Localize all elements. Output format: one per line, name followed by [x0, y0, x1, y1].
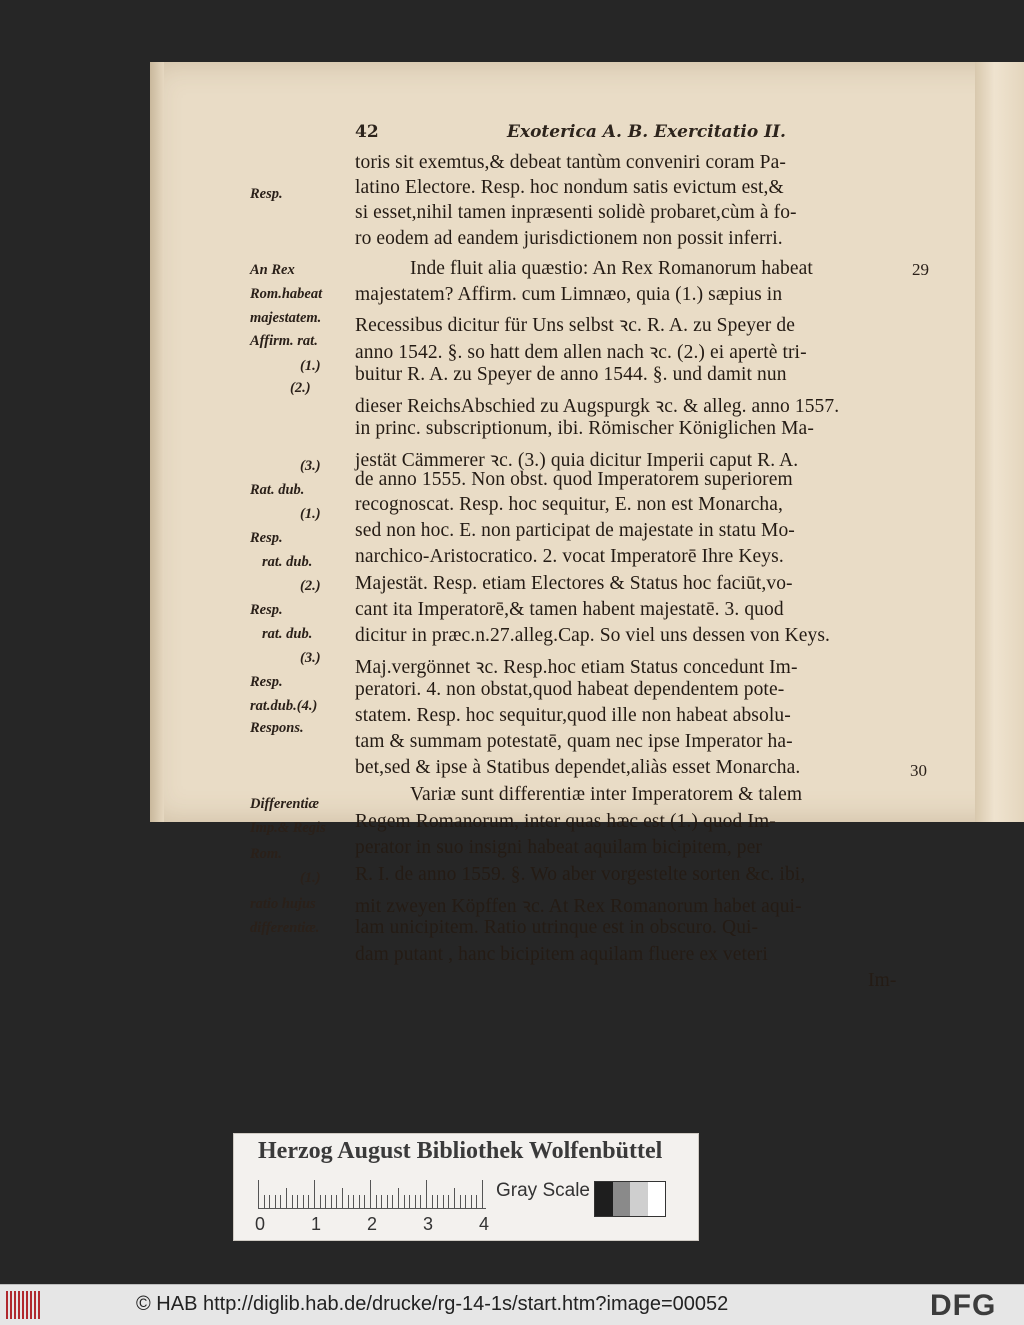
text-line: sed non hoc. E. non participat de majestate in statu Mo- [355, 520, 795, 541]
ruler-tick [303, 1195, 304, 1208]
copyright-url[interactable]: © HAB http://diglib.hab.de/drucke/rg-14-1s/start.htm?image=00052 [136, 1293, 729, 1315]
ruler-tick [420, 1195, 421, 1208]
margin-note: ratio hujus [250, 896, 316, 912]
ruler-tick [482, 1180, 483, 1208]
ruler-tick [308, 1195, 309, 1208]
ruler-tick [426, 1180, 427, 1208]
text-line: statem. Resp. hoc sequitur,quod ille non habeat absolu- [355, 705, 791, 726]
ruler-tick [409, 1195, 410, 1208]
text-line: de anno 1555. Non obst. quod Imperatorem superiorem [355, 469, 793, 490]
page-fold [975, 62, 1024, 822]
ruler-tick [454, 1188, 455, 1208]
ruler-digit: 3 [422, 1214, 433, 1234]
ruler-tick [325, 1195, 326, 1208]
margin-note: Rom.habeat [250, 286, 323, 302]
text-line: ro eodem ad eandem jurisdictionem non possit inferri. [355, 228, 783, 249]
text-line: latino Electore. Resp. hoc nondum satis evictum est,& [355, 177, 784, 198]
library-name: Herzog August Bibliothek Wolfenbüttel [258, 1138, 663, 1164]
ruler-tick [437, 1195, 438, 1208]
margin-note: Respons. [250, 720, 304, 736]
page-number: 42 [355, 122, 379, 142]
margin-note: (2.) [300, 578, 321, 594]
ruler-tick [264, 1195, 265, 1208]
text-line: jestät Cämmerer ꝛc. (3.) quia dicitur Imperii caput R. A. [355, 450, 799, 471]
barcode-icon [6, 1291, 40, 1319]
margin-note: (3.) [300, 458, 321, 474]
text-line: Regem Romanorum, inter quas hæc est (1.) quod Im- [355, 811, 776, 832]
ruler-tick [275, 1195, 276, 1208]
text-line: anno 1542. §. so hatt dem allen nach ꝛc. (2.) ei apertè tri- [355, 342, 807, 363]
text-line: lam unicipitem. Ratio utrinque est in obscuro. Qui- [355, 917, 759, 938]
margin-note: Rom. [250, 846, 282, 862]
margin-note: Imp.& Regis [250, 820, 326, 836]
ruler-tick [320, 1195, 321, 1208]
ruler-tick [471, 1195, 472, 1208]
margin-note: majestatem. [250, 310, 322, 326]
running-head-title: Exoterica A. B. Exercitatio II. [507, 122, 786, 142]
ruler-tick [415, 1195, 416, 1208]
text-line: bet,sed & ipse à Statibus dependet,aliàs esset Monarcha. [355, 757, 801, 778]
gray-swatch [613, 1182, 631, 1216]
line-number: 30 [910, 761, 927, 780]
text-line: dam putant , hanc bicipitem aquilam fluere ex veteri [355, 944, 768, 965]
ruler-tick [286, 1188, 287, 1208]
text-line: Inde fluit alia quæstio: An Rex Romanorum habeat [410, 258, 813, 279]
text-line: R. I. de anno 1559. §. Wo aber vorgestelte sorten &c. ibi, [355, 864, 806, 885]
catchword: Im- [868, 970, 897, 991]
margin-note: rat.dub.(4.) [250, 698, 318, 714]
ruler-tick [269, 1195, 270, 1208]
margin-note: Resp. [250, 674, 283, 690]
ruler-tick [381, 1195, 382, 1208]
margin-note: Resp. [250, 530, 283, 546]
margin-note: (3.) [300, 650, 321, 666]
text-line: buitur R. A. zu Speyer de anno 1544. §. und damit nun [355, 364, 787, 385]
ruler-tick [387, 1195, 388, 1208]
gray-scale-swatches [594, 1181, 666, 1217]
ruler-tick [359, 1195, 360, 1208]
ruler-tick [292, 1195, 293, 1208]
text-line: peratori. 4. non obstat,quod habeat dependentem pote- [355, 679, 785, 700]
margin-note: (1.) [300, 358, 321, 374]
ruler-tick [448, 1195, 449, 1208]
gray-scale-label: Gray Scale [496, 1180, 590, 1201]
margin-note: Resp. [250, 602, 283, 618]
ruler-tick [432, 1195, 433, 1208]
page-edge [150, 62, 164, 822]
text-line: Majestät. Resp. etiam Electores & Status hoc faciūt,vo- [355, 573, 793, 594]
ruler-tick [460, 1195, 461, 1208]
ruler-digit: 1 [310, 1214, 321, 1234]
line-number: 29 [912, 260, 929, 279]
ruler-tick [342, 1188, 343, 1208]
ruler-tick [443, 1195, 444, 1208]
margin-note: An Rex [250, 262, 295, 278]
ruler-tick [404, 1195, 405, 1208]
margin-note: (2.) [290, 380, 311, 396]
ruler-digit: 2 [366, 1214, 377, 1234]
text-line: Recessibus dicitur für Uns selbst ꝛc. R. A. zu Speyer de [355, 315, 795, 336]
ruler-tick [398, 1188, 399, 1208]
text-line: dicitur in præc.n.27.alleg.Cap. So viel uns dessen von Keys. [355, 625, 831, 646]
margin-note: rat. dub. [262, 554, 313, 570]
text-line: Maj.vergönnet ꝛc. Resp.hoc etiam Status concedunt Im- [355, 657, 798, 678]
dfg-logo: DFG [930, 1289, 997, 1322]
gray-swatch [630, 1182, 648, 1216]
ruler-tick [364, 1195, 365, 1208]
gray-swatch [595, 1182, 613, 1216]
margin-note: (1.) [300, 870, 321, 886]
text-line: in princ. subscriptionum, ibi. Römischer Königlichen Ma- [355, 418, 814, 439]
ruler-tick [465, 1195, 466, 1208]
ruler-tick [348, 1195, 349, 1208]
text-line: dieser ReichsAbschied zu Augspurgk ꝛc. & alleg. anno 1557. [355, 396, 840, 417]
text-line: si esset,nihil tamen inpræsenti solidè probaret,cùm à fo- [355, 202, 797, 223]
footer-bar [0, 1284, 1024, 1325]
margin-note: Rat. dub. [250, 482, 305, 498]
running-head [355, 120, 875, 146]
text-line: Variæ sunt differentiæ inter Imperatorem & talem [410, 784, 803, 805]
ruler-tick [331, 1195, 332, 1208]
ruler-digit: 0 [254, 1214, 265, 1234]
ruler-tick [476, 1195, 477, 1208]
ruler-tick [353, 1195, 354, 1208]
margin-note: rat. dub. [262, 626, 313, 642]
margin-note: (1.) [300, 506, 321, 522]
ruler-tick [314, 1180, 315, 1208]
text-line: perator in suo insigni habeat aquilam bicipitem, per [355, 837, 763, 858]
ruler-tick [258, 1180, 259, 1208]
ruler-tick [376, 1195, 377, 1208]
gray-swatch [648, 1182, 666, 1216]
ruler-tick [336, 1195, 337, 1208]
text-line: recognoscat. Resp. hoc sequitur, E. non est Monarcha, [355, 494, 783, 515]
ruler-tick [297, 1195, 298, 1208]
text-line: tam & summam potestatē, quam nec ipse Imperator ha- [355, 731, 793, 752]
ruler-digit: 4 [478, 1214, 489, 1234]
text-line: majestatem? Affirm. cum Limnæo, quia (1.) sæpius in [355, 284, 783, 305]
ruler-tick [392, 1195, 393, 1208]
text-line: mit zweyen Köpffen ꝛc. At Rex Romanorum habet aqui- [355, 896, 802, 917]
text-line: cant ita Imperatorē,& tamen habent majestatē. 3. quod [355, 599, 784, 620]
ruler-scale [258, 1178, 486, 1209]
ruler-tick [280, 1195, 281, 1208]
margin-note: Differentiæ [250, 796, 320, 812]
text-line: narchico-Aristocratico. 2. vocat Imperatorē Ihre Keys. [355, 546, 784, 567]
margin-note: Resp. [250, 186, 283, 202]
color-reference-card [233, 1133, 699, 1241]
margin-note: differentiæ. [250, 920, 320, 936]
ruler-tick [370, 1180, 371, 1208]
margin-note: Affirm. rat. [250, 333, 318, 349]
text-line: toris sit exemtus,& debeat tantùm conveniri coram Pa- [355, 152, 786, 173]
